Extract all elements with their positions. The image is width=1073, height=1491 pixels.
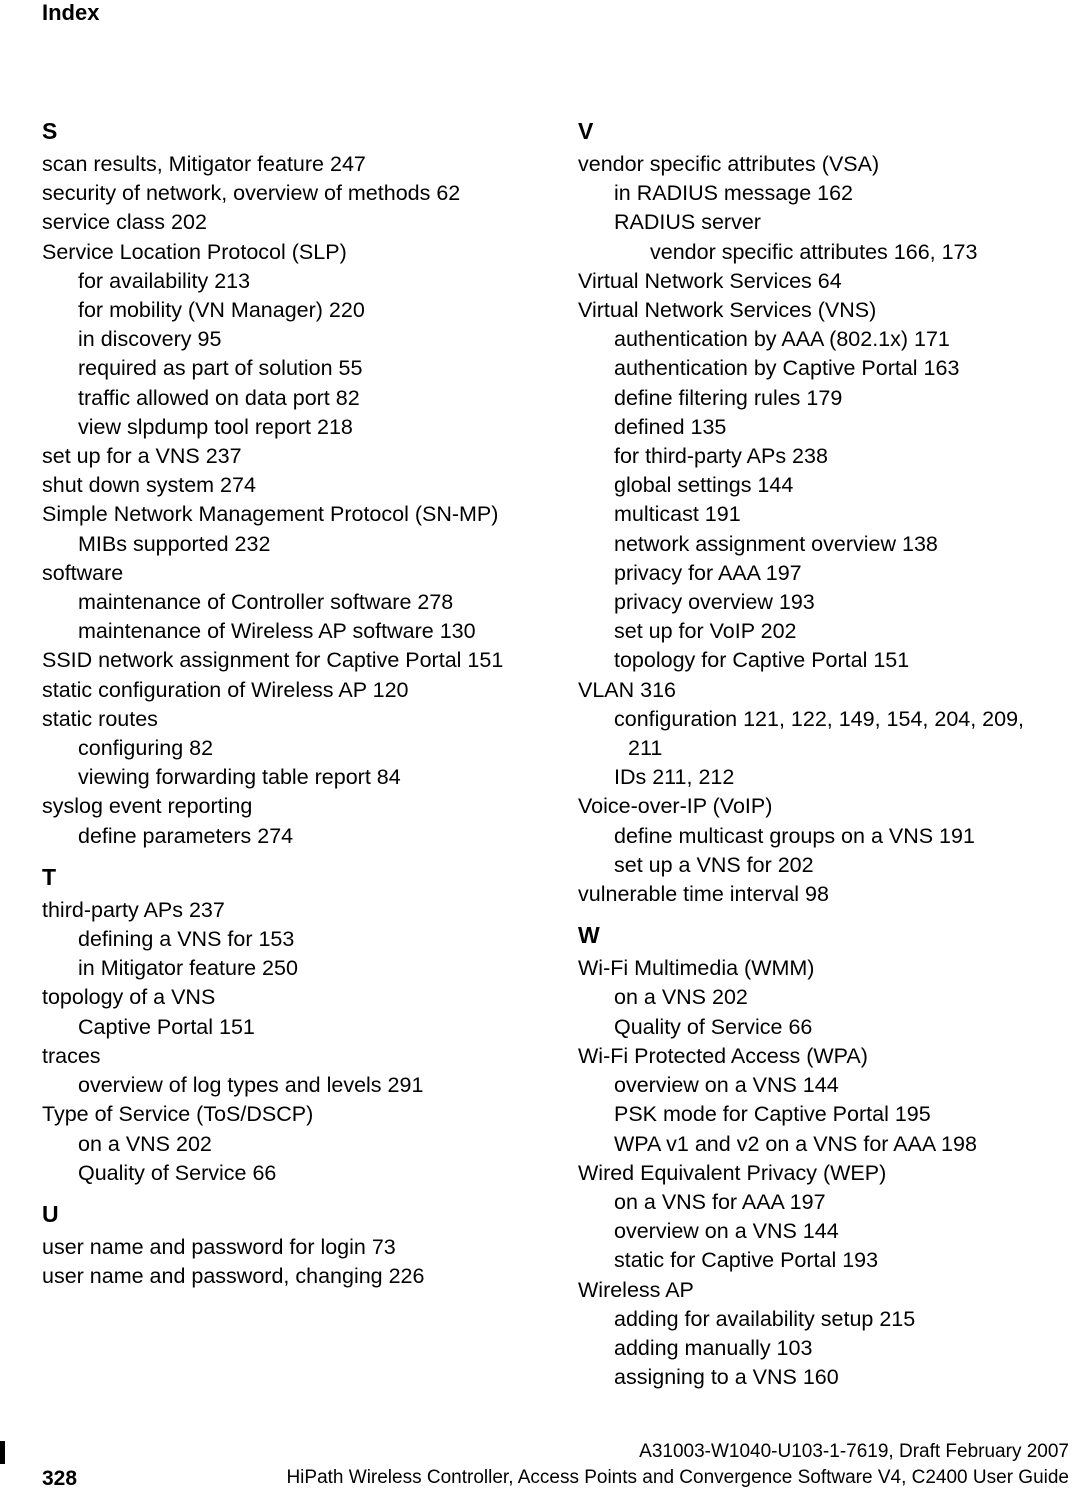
index-subentry: define parameters 274 — [78, 823, 294, 848]
index-subentry: overview of log types and levels 291 — [78, 1073, 424, 1098]
change-bar — [0, 1441, 5, 1464]
index-subentry: multicast 191 — [614, 502, 741, 527]
index-entry: Virtual Network Services 64 — [578, 268, 842, 293]
index-subentry: in RADIUS message 162 — [614, 181, 853, 206]
index-subentry: PSK mode for Captive Portal 195 — [614, 1102, 931, 1127]
index-subentry: required as part of solution 55 — [78, 356, 363, 381]
index-subentry: set up a VNS for 202 — [614, 852, 814, 877]
index-subentry: RADIUS server — [614, 210, 761, 235]
index-subentry: privacy for AAA 197 — [614, 560, 802, 585]
page-number: 328 — [42, 1467, 78, 1490]
index-subentry: traffic allowed on data port 82 — [78, 385, 360, 410]
index-letter-heading: S — [42, 118, 58, 144]
index-entry: VLAN 316 — [578, 677, 677, 702]
index-entry: topology of a VNS — [42, 985, 216, 1010]
index-subentry: maintenance of Controller software 278 — [78, 590, 454, 615]
index-entry: user name and password, changing 226 — [42, 1264, 425, 1289]
index-subentry: assigning to a VNS 160 — [614, 1365, 839, 1390]
index-entry: traces — [42, 1043, 101, 1068]
index-subentry: for availability 213 — [78, 268, 251, 293]
index-letter-heading: V — [578, 118, 594, 144]
index-subentry: set up for VoIP 202 — [614, 619, 797, 644]
index-subentry: defined 135 — [614, 414, 727, 439]
index-subentry: adding manually 103 — [614, 1335, 813, 1360]
index-column-left — [42, 117, 547, 1303]
index-subentry: network assignment overview 138 — [614, 531, 938, 556]
index-letter-heading: W — [578, 922, 600, 949]
index-subentry: defining a VNS for 153 — [78, 927, 295, 952]
index-entry: security of network, overview of methods 62 — [42, 181, 461, 206]
index-entry: Service Location Protocol (SLP) — [42, 239, 347, 264]
index-entry: Wi-Fi Multimedia (WMM) — [578, 956, 815, 981]
index-subentry: overview on a VNS 144 — [614, 1219, 839, 1244]
index-subentry: in Mitigator feature 250 — [78, 956, 298, 981]
index-entry: vulnerable time interval 98 — [578, 882, 829, 907]
index-entry: Voice-over-IP (VoIP) — [578, 794, 773, 819]
index-entry: Simple Network Management Protocol (SN-MP) — [42, 502, 499, 527]
index-entry: user name and password for login 73 — [42, 1234, 396, 1259]
index-subentry: adding for availability setup 215 — [614, 1306, 916, 1331]
index-letter-group — [42, 1200, 547, 1291]
index-subentry: Captive Portal 151 — [78, 1014, 255, 1039]
index-entry: scan results, Mitigator feature 247 — [42, 152, 366, 176]
index-subentry: MIBs supported 232 — [78, 531, 271, 556]
index-column-right — [578, 117, 1058, 1404]
index-subentry: authentication by Captive Portal 163 — [614, 356, 960, 381]
index-subentry: Quality of Service 66 — [614, 1014, 813, 1039]
index-subentry: in discovery 95 — [78, 327, 222, 352]
index-letter-heading: T — [42, 863, 57, 890]
index-subentry: configuration 121, 122, 149, 154, 204, 209, 211 — [614, 706, 1025, 761]
document-title: HiPath Wireless Controller, Access Points and Convergence Software V4, C2400 User Guide — [286, 1467, 1069, 1488]
index-entry: Type of Service (ToS/DSCP) — [42, 1102, 314, 1127]
index-entry: static routes — [42, 706, 158, 731]
index-subentry: maintenance of Wireless AP software 130 — [78, 619, 476, 644]
index-letter-heading: U — [42, 1200, 59, 1227]
index-subentry: static for Captive Portal 193 — [614, 1248, 879, 1273]
index-entry: Wi-Fi Protected Access (WPA) — [578, 1043, 868, 1068]
index-entry: shut down system 274 — [42, 473, 256, 498]
index-entry: static configuration of Wireless AP 120 — [42, 677, 409, 702]
index-subentry: on a VNS for AAA 197 — [614, 1189, 826, 1214]
index-subentry: authentication by AAA (802.1x) 171 — [614, 327, 950, 352]
index-subentry: privacy overview 193 — [614, 590, 815, 615]
index-subentry: IDs 211, 212 — [614, 765, 735, 790]
index-entry: service class 202 — [42, 210, 207, 235]
index-entry: syslog event reporting — [42, 794, 253, 819]
index-entry: set up for a VNS 237 — [42, 444, 242, 469]
index-subentry: view slpdump tool report 218 — [78, 414, 353, 439]
index-subentry: configuring 82 — [78, 736, 214, 761]
index-entry: vendor specific attributes (VSA) — [578, 152, 880, 176]
index-entry: Wireless AP — [578, 1277, 694, 1302]
index-entry: third-party APs 237 — [42, 897, 225, 922]
page-header-title: Index — [42, 0, 100, 25]
index-letter-group — [42, 863, 547, 1188]
index-letter-group — [578, 117, 1058, 909]
index-entry: Virtual Network Services (VNS) — [578, 298, 877, 323]
index-subentry: topology for Captive Portal 151 — [614, 648, 910, 673]
index-subentry: Quality of Service 66 — [78, 1160, 277, 1185]
index-subentry: define filtering rules 179 — [614, 385, 843, 410]
index-entry: software — [42, 560, 124, 585]
index-subentry: for third-party APs 238 — [614, 444, 828, 469]
index-subentry: for mobility (VN Manager) 220 — [78, 298, 365, 323]
index-subentry: overview on a VNS 144 — [614, 1073, 839, 1098]
index-subentry: vendor specific attributes 166, 173 — [650, 239, 978, 264]
index-letter-group — [578, 921, 1058, 1392]
index-letter-group — [42, 117, 547, 851]
index-entry: SSID network assignment for Captive Portal 151 — [42, 648, 504, 673]
index-subentry: viewing forwarding table report 84 — [78, 765, 401, 790]
index-subentry: define multicast groups on a VNS 191 — [614, 823, 975, 848]
index-subentry: global settings 144 — [614, 473, 794, 498]
index-entry: Wired Equivalent Privacy (WEP) — [578, 1160, 887, 1185]
index-subentry: WPA v1 and v2 on a VNS for AAA 198 — [614, 1131, 977, 1156]
document-id: A31003-W1040-U103-1-7619, Draft February 2007 — [639, 1441, 1069, 1462]
index-subentry: on a VNS 202 — [614, 985, 748, 1010]
index-subentry: on a VNS 202 — [78, 1131, 212, 1156]
